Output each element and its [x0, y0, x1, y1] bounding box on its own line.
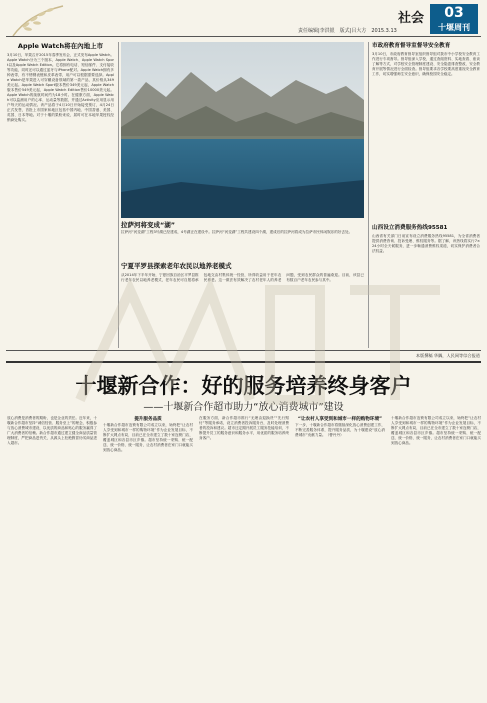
hotline-article: [372, 224, 480, 346]
main-story-col2: [103, 416, 193, 698]
lake-photo: [121, 42, 364, 218]
main-story-columns: [7, 416, 482, 698]
subhead: “让农村人享受到和城市一样的购物环境”: [297, 417, 383, 422]
photo-caption-body: 拉萨河“河变湖”工程3号湖已经建成，4号湖正在建设中。拉萨河“河变湖”工程共建设四个湖，建成后的拉萨河将成为拉萨市民休闲娱乐的好去处。: [121, 230, 353, 234]
header-rule: [6, 36, 481, 37]
article-headline: 宁夏平罗县探索老年农民以地养老模式: [121, 262, 232, 270]
wheat-ear-icon: [8, 2, 68, 38]
band-note: 本版撰稿 华隅，人民网等综合报道: [415, 353, 480, 358]
main-story-col1: 放心消费是消费者的期盼，也是企业的责任。近年来，十堰新合作超市坚持“诚信经营、服务至上”的理念，积极参与放心消费城市建设，以优质的商品和贴心的服务赢得了广大消费者的信赖。新合作超市通过建立健全商品质量管理制度，严把商品进货关，从源头上杜绝假冒伪劣商品进入超市。: [7, 416, 97, 445]
photo-caption-title: 拉萨河将变成“湖”: [121, 221, 176, 229]
page-number-box: [430, 4, 478, 34]
article-headline: 市政府教育督导室督导安全教育: [372, 43, 451, 49]
editor-line: 责任编辑|李洪银 版式|吕大方 2015.3.13: [298, 28, 397, 34]
story-text: 下一步，十堰新合作超市将继续深化放心消费创建工作，不断完善服务体系，提升服务品质，为十堰建设“放心消费城市”贡献力量。（曹丹丹）: [295, 423, 385, 437]
apple-watch-article: [7, 42, 114, 348]
article-body: 从2014年下半年开始，宁夏回族自治区平罗县推行老年农民以地养老模式，老年农民可自愿将承包地交由村集体统一经营，所得收益用于老年农民养老。这一做法有效解决了农村老年人的养老问题，受到农民群众的普遍欢迎。目前，该县已有数百户老年农民参与其中。: [121, 273, 364, 282]
page-number: 03: [444, 5, 464, 21]
story-text: 十堰新合作超市连锁有限公司成立以来，始终把“让农村人享受到和城市一样的购物环境”作为企业发展目标，不断扩大网点布局，目前已在全市建立了数十家连锁门店，覆盖城区和各县市区乡镇。超市坚持统一采购、统一配送、统一价格、统一服务，让农村消费者在家门口就能买到放心商品。: [103, 423, 193, 452]
page-header: [0, 0, 487, 40]
photo-caption-block: [121, 221, 364, 257]
article-body: 3月10日，苹果召开2015年春季发布会，正式发布Apple Watch。Apple Watch分为三个版本，Apple Watch、Apple Watch Sport以及Apple Watch Edition。它将拥有电话、短信邮件、支付接收等功能，同时还可以通过蓝牙与iPhone配对。Apple Watch拥有多种表带，有不锈钢表链和皮革表带，用户可以根据需要选择。Apple Watch是苹果进入可穿戴设备领域的第一款产品，其价格从349美元起。Apple Watch Sport版本售价349美元起，Apple Watch版本售价549美元起，Apple Watch Edition售价10000美元起。Apple Watch的续航时间约为18小时。在健康方面，Apple Watch可以监测用户的心率、运动量等数据，并通过Activity应用显示用户每天的运动情况。该产品将于4月10日开始接受预订，4月24日正式发售，首批上市国家和地区包括中国内地、中国香港、美国、英国、日本等地。对于十堰的果粉来说，届时可在本地苹果授权经销商处购买。: [7, 53, 114, 122]
article-headline: 山西设立消费服务热线95581: [372, 225, 448, 231]
main-story-col5: 十堰新合作超市连锁有限公司成立以来，始终把“让农村人享受到和城市一样的购物环境”作为企业发展目标，不断扩大网点布局，目前已在全市建立了数十家连锁门店，覆盖城区和各县市区乡镇。超市坚持统一采购、统一配送、统一价格、统一服务，让农村消费者在家门口就能买到放心商品。: [391, 416, 481, 445]
article-body: 3月10日，市政府教育督导室组织督导组对我市中小学校安全教育工作进行专项督导。督导组深入学校，通过查阅资料、实地查看、座谈了解等方式，对学校安全管理制度建设、安全隐患排查整改、安全教育开展等情况进行全面检查。督导组要求各学校要高度重视安全教育工作，切实增强师生安全意识，确保校园安全稳定。: [372, 52, 480, 76]
section-rule: [6, 361, 481, 363]
column-divider: [118, 42, 119, 348]
section-rule: [6, 350, 481, 351]
section-name: 社会: [398, 11, 425, 26]
main-story-col4: [295, 416, 385, 698]
article-body: 山西省有关部门日前宣布设立消费服务热线95581，为全省消费者提供消费咨询、投诉受理、维权服务等。据了解，该热线将实行7×24小时全天候服务，进一步畅通消费维权渠道，切实保护消费者合法权益。: [372, 234, 480, 253]
story-text: 在服务方面，新合作超市推行“无理由退换货”“先行赔付”等服务承诺，设立消费者投诉服务台，及时处理消费者的投诉和建议。超市还定期开展员工服务技能培训，不断提升员工的服务意识和服务水平，用优质的服务培养终身客户。: [199, 416, 289, 440]
article-headline: Apple Watch将在內地上市: [17, 42, 104, 50]
edition-name: 十堰周刊: [438, 23, 470, 32]
education-article: [372, 42, 480, 220]
main-story-subtitle: ——十堰新合作超市助力“放心消费城市”建设: [143, 402, 344, 413]
main-story-title: 十堰新合作：好的服务培养终身客户: [75, 374, 412, 398]
mountain-icon: [121, 42, 364, 218]
subhead: 提升服务品质: [134, 417, 162, 422]
main-story-col3: [199, 416, 289, 698]
column-divider: [368, 42, 369, 348]
ningxia-article: [121, 262, 364, 348]
